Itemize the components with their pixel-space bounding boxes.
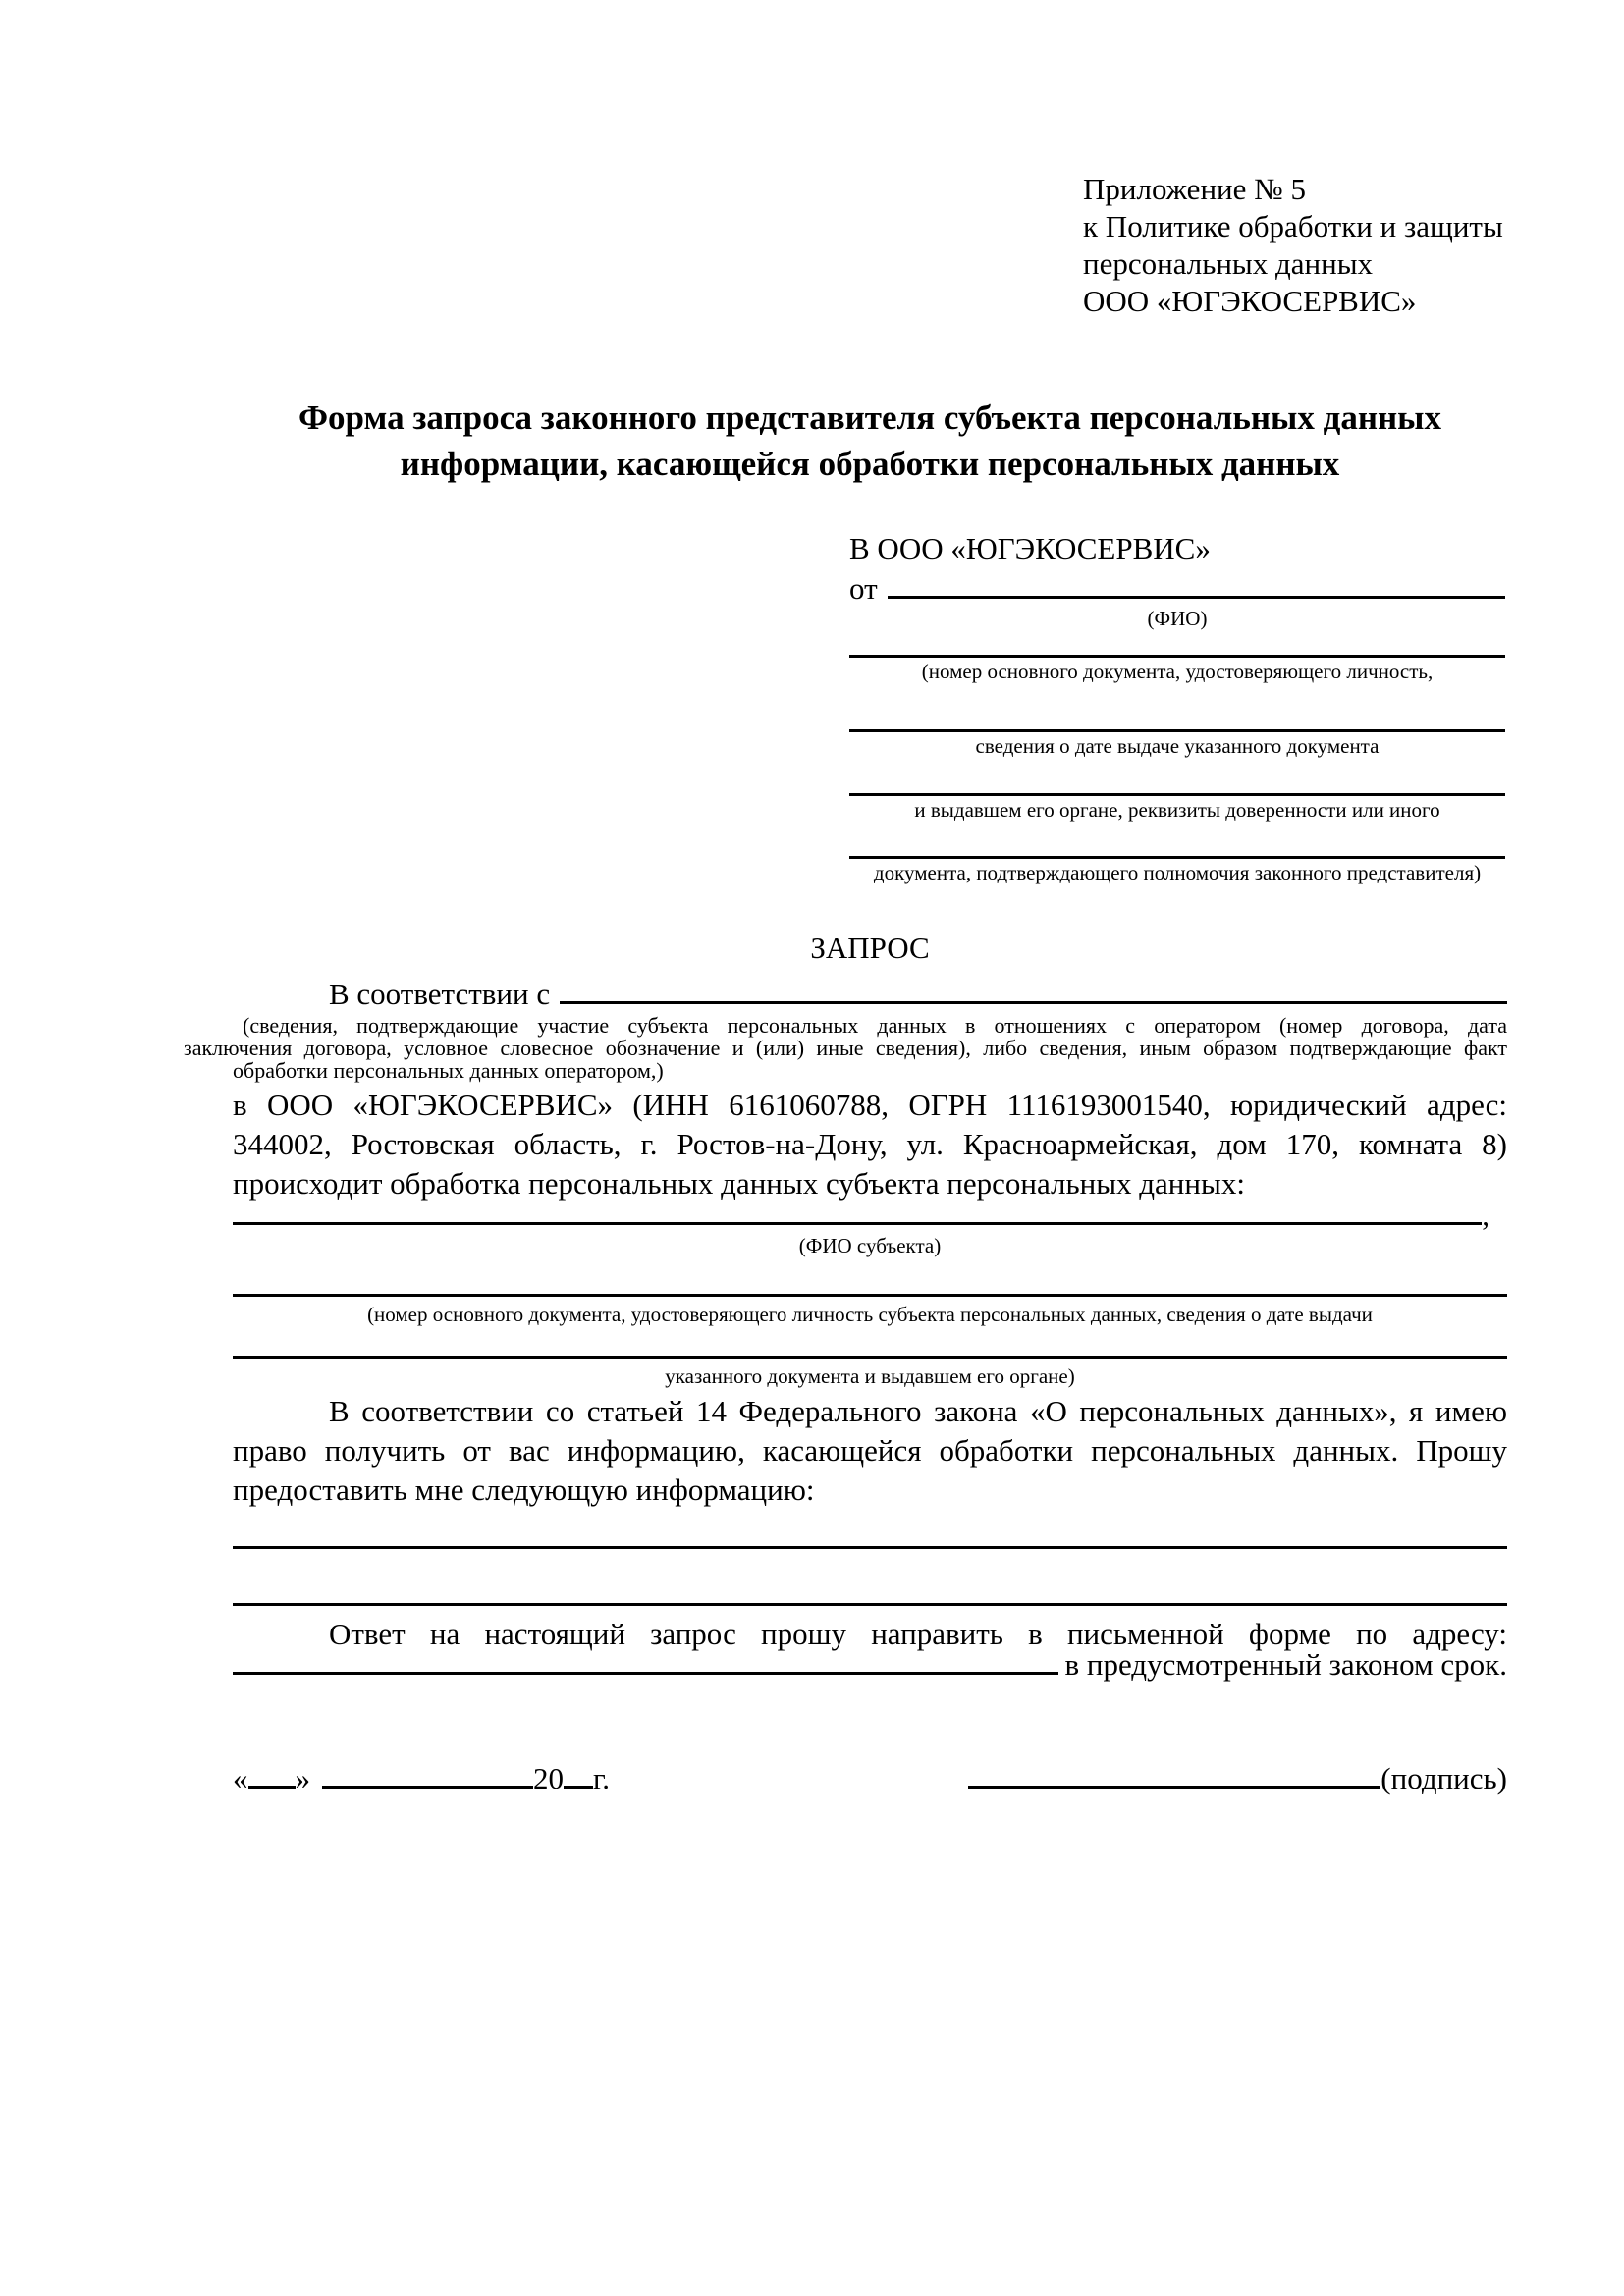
recipient-organization: В ООО «ЮГЭКОСЕРВИС» (849, 531, 1211, 565)
page-title-line: Форма запроса законного представителя субъекта персональных данных (298, 399, 1441, 437)
reply-sentence: Ответ на настоящий запрос прошу направить в письменной форме по адресу: (329, 1617, 1507, 1651)
subject-fio-caption: (ФИО субъекта) (798, 1234, 942, 1257)
appendix-note-line: Приложение № 5 (1083, 172, 1306, 206)
operator-paragraph (233, 1086, 1507, 1203)
from-row (849, 573, 1505, 604)
representative-doc-caption: (номер основного документа, удостоверяющего личность, (921, 660, 1434, 683)
signature-caption: (подпись) (1380, 1761, 1507, 1795)
law-paragraph (233, 1392, 1507, 1510)
representative-doc-field-line[interactable] (849, 655, 1505, 658)
date-year-prefix: 20 (533, 1761, 564, 1795)
appendix-note-line: к Политике обработки и защиты (1083, 209, 1503, 243)
appendix-note-line: ООО «ЮГЭКОСЕРВИС» (1083, 284, 1417, 318)
date-year-suffix: г. (593, 1761, 610, 1795)
issuing-authority-caption: и выдавшем его органе, реквизиты доверенности или иного (914, 798, 1440, 822)
appendix-note (1083, 171, 1503, 320)
operator-paragraph-line: 344002, Ростовская область, г. Ростов-на-Дону, ул. Красноармейская, дом 170, комната 8) (233, 1127, 1507, 1161)
subject-doc-field-line[interactable] (233, 1294, 1507, 1297)
from-label: от (849, 571, 878, 606)
subject-doc-issuer-caption: указанного документа и выдавшем его органе) (665, 1364, 1075, 1388)
basis-field-line[interactable] (560, 999, 1507, 1004)
issuing-authority-field-line[interactable] (849, 793, 1505, 796)
reply-address-row (233, 1649, 1507, 1680)
from-fio-field-line[interactable] (888, 594, 1505, 599)
footer-row (233, 1762, 1507, 1795)
subject-fio-row (233, 1200, 1489, 1230)
date-quote-open: « (233, 1761, 248, 1795)
fio-caption: (ФИО) (1147, 607, 1208, 630)
page-title (233, 395, 1507, 487)
operator-paragraph-line: происходит обработка персональных данных субъекта персональных данных: (233, 1166, 1245, 1201)
intro-lead: В соответствии с (329, 977, 551, 1011)
law-paragraph-line: В соответствии со статьей 14 Федерального закона «О персональных данных», я имею (329, 1394, 1507, 1428)
law-paragraph-line: право получить от вас информацию, касающейся обработки персональных данных. Прошу (233, 1433, 1507, 1468)
request-heading: ЗАПРОС (810, 931, 930, 965)
doc-issue-date-field-line[interactable] (849, 729, 1505, 732)
authority-doc-field-line[interactable] (849, 856, 1505, 859)
date-month-blank[interactable] (322, 1784, 533, 1789)
requested-info-field-line-2[interactable] (233, 1603, 1507, 1606)
doc-issue-date-caption: сведения о дате выдаче указанного документа (975, 734, 1380, 758)
requested-info-field-line-1[interactable] (233, 1546, 1507, 1549)
authority-doc-caption: документа, подтверждающего полномочия законного представителя) (873, 861, 1482, 884)
signature-field (968, 1762, 1507, 1795)
date-quote-close: » (295, 1761, 310, 1795)
intro-caption-line: (сведения, подтверждающие участие субъекта персональных данных в отношениях с оператором (номер договора, дата (243, 1013, 1507, 1038)
page-title-line: информации, касающейся обработки персональных данных (400, 445, 1340, 483)
reply-address-field-line[interactable] (233, 1670, 1058, 1675)
signature-line[interactable] (968, 1784, 1380, 1789)
subject-fio-field-line[interactable] (233, 1220, 1482, 1225)
intro-caption-line: заключения договора, условное словесное обозначение и (или) иные сведения), либо сведения, иным образом подтверждающие факт (184, 1036, 1507, 1060)
reply-tail: в предусмотренный законом срок. (1064, 1647, 1507, 1682)
subject-doc-issuer-field-line[interactable] (233, 1356, 1507, 1359)
date-year-blank[interactable] (564, 1784, 593, 1789)
subject-fio-comma: , (1482, 1198, 1489, 1232)
law-paragraph-line: предоставить мне следующую информацию: (233, 1472, 815, 1507)
date-field (233, 1762, 610, 1795)
date-day-blank[interactable] (248, 1784, 296, 1789)
intro-row (233, 979, 1507, 1009)
operator-paragraph-line: в ООО «ЮГЭКОСЕРВИС» (ИНН 6161060788, ОГРН 1116193001540, юридический адрес: (233, 1088, 1507, 1122)
subject-doc-caption: (номер основного документа, удостоверяющего личность субъекта персональных данных, сведения о дате выдачи (367, 1303, 1373, 1326)
appendix-note-line: персональных данных (1083, 246, 1374, 281)
intro-caption-line: обработки персональных данных оператором,) (233, 1058, 664, 1083)
